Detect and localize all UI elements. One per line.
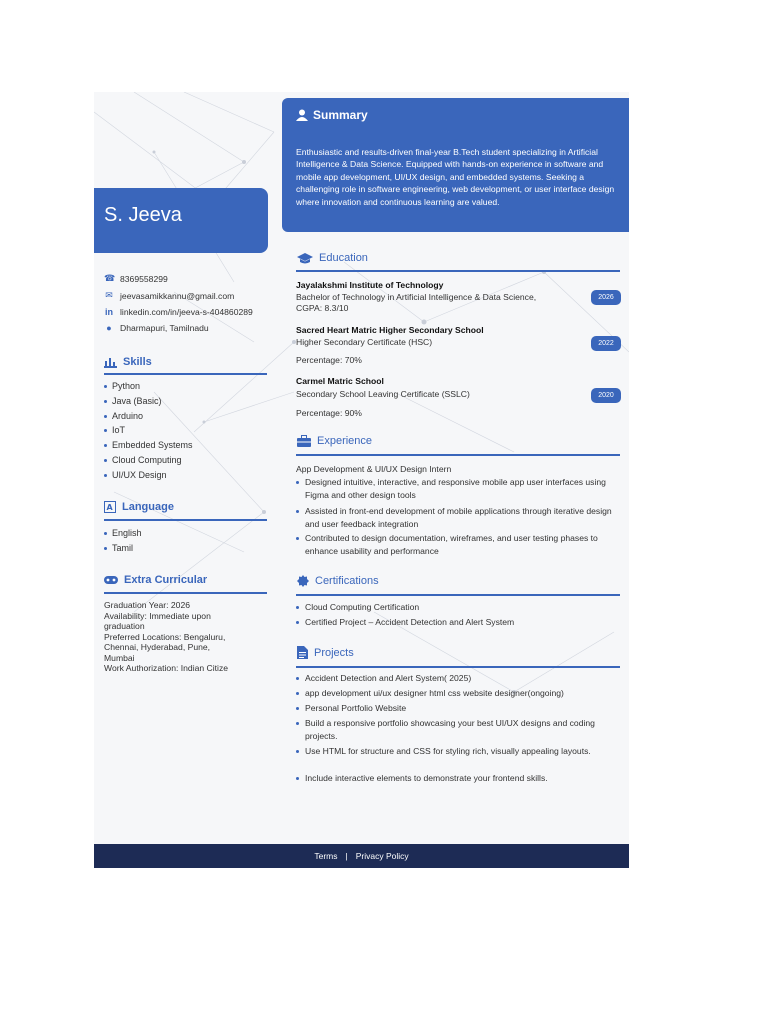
education-score: Percentage: 90% xyxy=(296,408,362,418)
footer-separator: | xyxy=(345,851,348,861)
experience-heading-text: Experience xyxy=(317,435,373,447)
projects-divider xyxy=(296,666,620,668)
user-icon xyxy=(296,109,308,121)
summary-section xyxy=(282,98,629,232)
extra-curricular-divider xyxy=(104,592,267,594)
gamepad-icon xyxy=(104,575,118,585)
certification-item: Certified Project – Accident Detection and Alert System xyxy=(296,616,621,629)
skills-divider xyxy=(104,373,267,375)
education-score: CGPA: 8.3/10 xyxy=(296,303,349,313)
language-heading-text: Language xyxy=(122,501,174,513)
contact-linkedin[interactable] xyxy=(104,307,253,317)
svg-text:A: A xyxy=(106,503,113,512)
phone-text: 8369558299 xyxy=(120,273,168,284)
contact-phone xyxy=(104,273,168,284)
summary-heading xyxy=(296,108,368,122)
experience-point: Assisted in front-end development of mobile applications through iterative design and user feedback integration xyxy=(296,505,621,530)
project-item: Personal Portfolio Website xyxy=(296,702,621,715)
education-year-badge: 2026 xyxy=(591,290,621,305)
experience-heading xyxy=(297,435,372,447)
location-pin-icon: ● xyxy=(106,323,112,333)
location-text: Dharmapuri, Tamilnadu xyxy=(120,323,209,333)
skill-item: Embedded Systems xyxy=(104,440,193,450)
certifications-divider xyxy=(296,594,620,596)
skill-item: Cloud Computing xyxy=(104,455,182,465)
linkedin-icon: in xyxy=(105,307,113,317)
education-institution: Sacred Heart Matric Higher Secondary School xyxy=(296,325,484,335)
education-institution: Jayalakshmi Institute of Technology xyxy=(296,280,444,290)
education-institution: Carmel Matric School xyxy=(296,376,384,386)
certifications-heading-text: Certifications xyxy=(315,575,379,587)
projects-heading xyxy=(297,646,354,659)
project-item: Accident Detection and Alert System( 2025) xyxy=(296,672,621,685)
education-heading-text: Education xyxy=(319,252,368,264)
document-icon xyxy=(297,646,308,659)
education-year-badge: 2020 xyxy=(591,388,621,403)
skills-heading xyxy=(104,356,152,368)
certificate-badge-icon xyxy=(297,575,309,587)
skill-item: Arduino xyxy=(104,411,143,421)
project-item: app development ui/ux designer html css website designer(ongoing) xyxy=(296,687,621,700)
site-footer xyxy=(94,844,629,868)
contact-email[interactable] xyxy=(104,290,234,301)
language-item: Tamil xyxy=(104,543,133,553)
candidate-name: S. Jeeva xyxy=(104,204,182,226)
education-heading xyxy=(297,252,368,264)
privacy-policy-link[interactable]: Privacy Policy xyxy=(355,851,409,861)
experience-role: App Development & UI/UX Design Intern xyxy=(296,464,452,474)
certification-item: Cloud Computing Certification xyxy=(296,601,621,614)
phone-icon: ☎ xyxy=(104,273,116,283)
project-item: Build a responsive portfolio showcasing your best UI/UX designs and coding projects. xyxy=(296,717,621,742)
experience-point: Designed intuitive, interactive, and responsive mobile app user interfaces using Figma and other design tools xyxy=(296,476,621,501)
skill-item: Python xyxy=(104,381,140,391)
extra-curricular-heading xyxy=(104,574,207,586)
certifications-heading xyxy=(297,575,379,587)
name-banner xyxy=(94,188,268,253)
summary-heading-text: Summary xyxy=(313,108,368,122)
project-item: Include interactive elements to demonstrate your frontend skills. xyxy=(296,772,621,785)
briefcase-icon xyxy=(297,435,311,447)
education-degree: Secondary School Leaving Certificate (SSLC) xyxy=(296,389,470,399)
graduation-cap-icon xyxy=(297,253,313,264)
language-heading xyxy=(104,501,174,513)
resume-page xyxy=(94,92,629,867)
experience-point: Contributed to design documentation, wireframes, and user testing phases to enhance usability and performance xyxy=(296,532,621,557)
skills-heading-text: Skills xyxy=(123,356,152,368)
skill-item: UI/UX Design xyxy=(104,470,167,480)
extra-curricular-heading-text: Extra Curricular xyxy=(124,574,208,586)
bar-chart-icon xyxy=(104,357,117,368)
skill-item: Java (Basic) xyxy=(104,396,162,406)
projects-heading-text: Projects xyxy=(314,646,354,659)
language-item: English xyxy=(104,528,142,538)
linkedin-text[interactable]: linkedin.com/in/jeeva-s-404860289 xyxy=(120,307,253,317)
education-degree: Bachelor of Technology in Artificial Intelligence & Data Science, xyxy=(296,292,537,302)
education-score: Percentage: 70% xyxy=(296,355,362,365)
education-year-badge: 2022 xyxy=(591,336,621,351)
project-item: Use HTML for structure and CSS for styling rich, visually appealing layouts. xyxy=(296,745,621,758)
experience-divider xyxy=(296,454,620,456)
education-divider xyxy=(296,270,620,272)
education-degree: Higher Secondary Certificate (HSC) xyxy=(296,337,433,347)
mail-icon: ✉ xyxy=(105,290,113,300)
language-divider xyxy=(104,519,267,521)
email-text[interactable]: jeevasamikkannu@gmail.com xyxy=(120,290,235,301)
skill-item: IoT xyxy=(104,425,125,435)
contact-location xyxy=(104,323,209,333)
extra-curricular-details: Graduation Year: 2026 Availability: Immediate upon graduation Preferred Locations: Bengaluru, Chennai, Hyderabad, Pune, Mumbai Work Authorization: Indian Citize xyxy=(104,600,229,673)
terms-link[interactable]: Terms xyxy=(314,851,338,861)
summary-text: Enthusiastic and results-driven final-year B.Tech student specializing in Artificial Intelligence & Data Science. Equipped with hands-on experience in software and mobile app development, UI/UX design, and embedded systems. Seeking a challenging role in software engineering, web development, or user interface design where innovation and continuous learning are valued. xyxy=(296,147,615,207)
translate-icon xyxy=(104,501,116,513)
